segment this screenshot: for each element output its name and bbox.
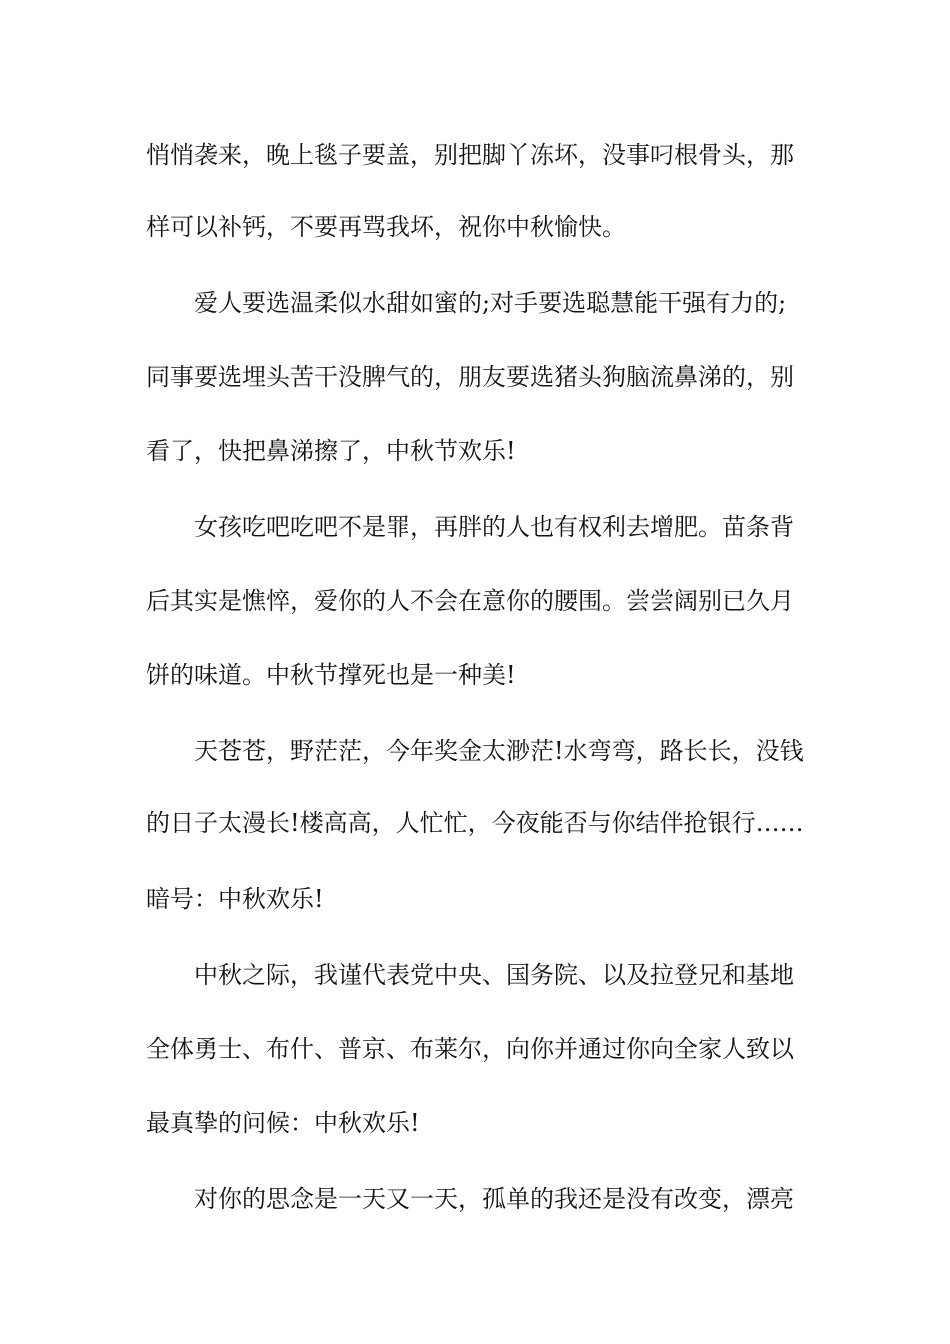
paragraph-first-line: 爱人要选温柔似水甜如蜜的;对手要选聪慧能干强有力的; xyxy=(194,289,787,317)
text-line: 悄悄袭来，晚上毯子要盖，别把脚丫冻坏，没事叼根骨头，那 xyxy=(146,141,794,169)
text-line: 最真挚的问候：中秋欢乐! xyxy=(146,1109,420,1137)
text-line: 看了，快把鼻涕擦了，中秋节欢乐! xyxy=(146,437,516,465)
text-line: 样可以补钙，不要再骂我坏，祝你中秋愉快。 xyxy=(146,213,626,241)
text-line: 饼的味道。中秋节撑死也是一种美! xyxy=(146,661,516,689)
text-line: 暗号：中秋欢乐! xyxy=(146,885,324,913)
paragraph-first-line: 对你的思念是一天又一天，孤单的我还是没有改变，漂亮 xyxy=(194,1185,794,1213)
paragraph-first-line: 天苍苍，野茫茫，今年奖金太渺茫!水弯弯，路长长，没钱 xyxy=(194,737,804,765)
text-line: 同事要选埋头苦干没脾气的，朋友要选猪头狗脑流鼻涕的，别 xyxy=(146,363,794,391)
paragraph-first-line: 女孩吃吧吃吧不是罪，再胖的人也有权利去增肥。苗条背 xyxy=(194,513,794,541)
paragraph-first-line: 中秋之际，我谨代表党中央、国务院、以及拉登兄和基地 xyxy=(194,961,794,989)
text-line: 全体勇士、布什、普京、布莱尔，向你并通过你向全家人致以 xyxy=(146,1035,794,1063)
text-line: 的日子太漫长!楼高高，人忙忙，今夜能否与你结伴抢银行…… xyxy=(146,809,804,837)
text-line: 后其实是憔悴，爱你的人不会在意你的腰围。尝尝阔别已久月 xyxy=(146,587,794,615)
